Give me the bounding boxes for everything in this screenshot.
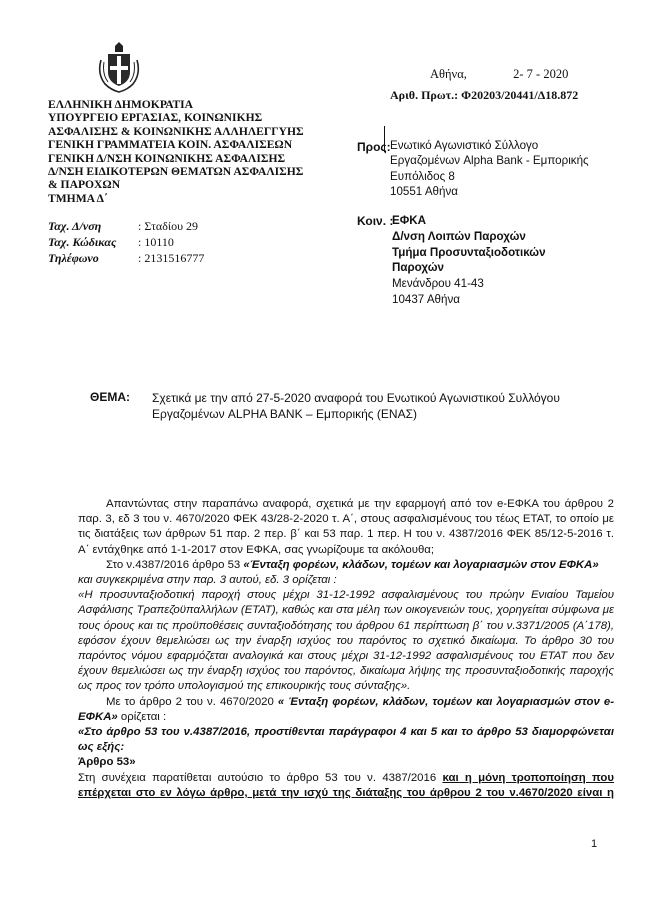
body-paragraph: «Στο άρθρο 53 του ν.4387/2016, προστίθενται παράγραφοι 4 και 5 και το άρθρο 53 διαμορφώνεται ως εξής:: [78, 726, 614, 754]
body-text: Με το άρθρο 2 του ν. 4670/2020: [106, 695, 278, 708]
cc-label: Κοιν. :: [357, 214, 394, 228]
cc-line: Μενάνδρου 41-43: [392, 277, 484, 291]
cc-recipient: [392, 213, 546, 308]
to-line: 10551 Αθήνα: [390, 185, 458, 199]
protocol-number: Αριθ. Πρωτ.: Φ20203/20441/Δ18.872: [390, 88, 579, 102]
document-date: [430, 67, 568, 82]
info-label: Τηλέφωνο: [48, 251, 99, 265]
sender-contact-info: [48, 218, 204, 266]
cc-line: Δ/νση Λοιπών Παροχών: [392, 229, 526, 243]
info-row-address: [48, 218, 204, 234]
sender-line: & ΠΑΡΟΧΩΝ: [48, 178, 121, 192]
body-paragraph: [78, 558, 614, 573]
date-value: 2- 7 - 2020: [513, 67, 569, 81]
sender-line: ΕΛΛΗΝΙΚΗ ΔΗΜΟΚΡΑΤΙΑ: [48, 98, 194, 111]
body-text: Στο ν.4387/2016 άρθρο 53: [106, 558, 244, 571]
article-heading: Άρθρο 53»: [78, 756, 136, 769]
cc-line: Παροχών: [392, 261, 445, 275]
sender-line: ΓΕΝΙΚΗ Δ/ΝΣΗ ΚΟΙΝΩΝΙΚΗΣ ΑΣΦΑΛΙΣΗΣ: [48, 151, 286, 165]
sender-line: ΑΣΦΑΛΙΣΗΣ & ΚΟΙΝΩΝΙΚΗΣ ΑΛΛΗΛΕΓΓΥΗΣ: [48, 124, 304, 138]
info-label: Ταχ. Κώδικας: [48, 235, 117, 249]
sender-line: Δ/ΝΣΗ ΕΙΔΙΚΟΤΕΡΩΝ ΘΕΜΑΤΩΝ ΑΣΦΑΛΙΣΗΣ: [48, 165, 304, 179]
info-row-postcode: [48, 234, 204, 250]
sender-line: ΤΜΗΜΑ Δ΄: [48, 191, 108, 205]
greek-emblem-icon: [95, 40, 143, 94]
info-row-phone: [48, 250, 204, 266]
body-paragraph: Απαντώντας στην παραπάνω αναφορά, σχετικά με την εφαρμογή από τον e-ΕΦΚΑ του άρθρου 2 παρ. 3, εδ 3 του ν. 4670/2020 ΦΕΚ 43/28-2-2020 τ. Α΄, στους ασφαλισμένους του τέως ΕΤΑΤ, το οποίο με τις διατάξεις των άρθρων 51 παρ. 2 περ. β΄ και 53 παρ. 1 περ. Η του ν. 4387/2016 ΦΕΚ 85/12-5-2016 τ. Α΄ εντάχθηκε από 1-1-2017 στον ΕΦΚΑ, σας γνωρίζουμε τα ακόλουθα;: [78, 498, 614, 556]
body-paragraph: [78, 695, 614, 725]
sender-block: [48, 98, 348, 205]
subject-text: Σχετικά με την από 27-5-2020 αναφορά του Ενωτικού Αγωνιστικού Συλλόγου Εργαζομένων ALPHA BANK – Εμπορικής (ΕΝΑΣ): [152, 391, 560, 421]
page-number: 1: [591, 838, 598, 850]
date-city: Αθήνα,: [430, 67, 467, 81]
to-line: Ενωτικό Αγωνιστικό Σύλλογο: [390, 139, 539, 152]
info-value: : 2131516777: [138, 251, 205, 265]
letter-body: [78, 497, 614, 801]
subject-label: ΘΕΜΑ:: [90, 390, 130, 404]
quoted-law-text: «Η προσυνταξιοδοτική παροχή στους μέχρι 31-12-1992 ασφαλισμένους του πρώην Ενιαίου Ταμείου Ασφάλισης Τραπεζοϋπαλλήλων (ΕΤΑΤ), καθώς και στα μέλη των οικογενειών τους, χορηγείται σύμφωνα με τους όρους και τις προϋποθέσεις συνταξιοδότησης του άρθρου 61 περίπτωση β΄ του ν.3371/2005 (Α΄178), εφόσον έχουν θεμελιώσει ως την έναρξη ισχύος του παρόντος το σχετικό δικαίωμα. Το άρθρο 30 του παρόντος νόμου εφαρμόζεται αναλογικά και στους μέχρι 31-12-1992 ασφαλισμένους του ΕΤΑΤ που δεν έχουν θεμελιώσει ως την έναρξη ισχύος του παρόντος, δικαίωμα λήψης της προσυνταξιοδοτικής παροχής ως προς τον τρόπο υπολογισμού της επικουρικής τους σύνταξης».: [78, 589, 614, 693]
to-line: Εργαζομένων Alpha Bank - Εμπορικής: [390, 154, 589, 168]
sender-line: ΓΕΝΙΚΗ ΓΡΑΜΜΑΤΕΙΑ ΚΟΙΝ. ΑΣΦΑΛΙΣΕΩΝ: [48, 138, 293, 152]
to-label: Προς:: [357, 140, 391, 154]
body-text: Στη συνέχεια παρατίθεται αυτούσιο το άρθρο 53 του ν. 4387/2016: [78, 771, 443, 784]
info-value: : 10110: [138, 235, 174, 249]
info-label: Ταχ. Δ/νση: [48, 219, 102, 233]
emphasized-text: και η μόνη τροποποίηση που επέρχεται στο εν λόγω άρθρο, μετά την ισχύ της διάταξης του άρθρου 2 του ν.4670/2020 είναι η: [78, 771, 614, 799]
body-paragraph: και συγκεκριμένα στην παρ. 3 αυτού, εδ. 3 ορίζεται :: [78, 574, 337, 587]
cc-line: Τμήμα Προσυνταξιοδοτικών: [392, 245, 546, 259]
to-recipient: [390, 138, 589, 200]
body-paragraph: [78, 771, 614, 801]
cc-line: ΕΦΚΑ: [392, 214, 426, 227]
sender-line: ΥΠΟΥΡΓΕΙΟ ΕΡΓΑΣΙΑΣ, ΚΟΙΝΩΝΙΚΗΣ: [48, 111, 263, 125]
law-title: «Ένταξη φορέων, κλάδων, τομέων και λογαριασμών στον ΕΦΚΑ»: [243, 558, 599, 571]
cc-line: 10437 Αθήνα: [392, 292, 460, 306]
law-title: « Ένταξη φορέων, κλάδων, τομέων και λογαριασμών στον e-ΕΦΚΑ»: [78, 695, 614, 723]
to-line: Ευπόλιδος 8: [390, 169, 455, 183]
info-value: : Σταδίου 29: [138, 219, 199, 233]
body-text: ορίζεται :: [117, 710, 167, 723]
